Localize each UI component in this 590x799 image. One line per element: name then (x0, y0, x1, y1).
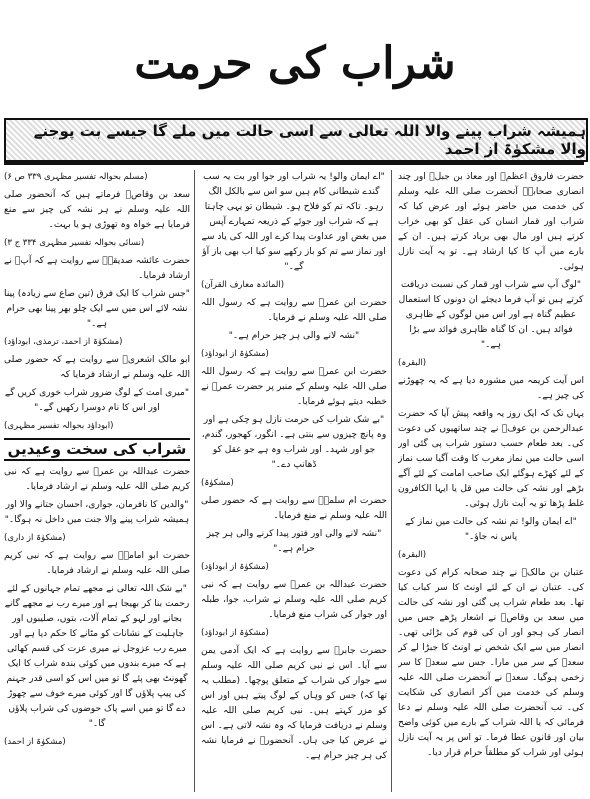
quotation: "بے شک اللہ تعالی نے مجھے تمام جہانوں کے لئے رحمت بنا کر بھیجا ہے اور میرے رب نے مجھے گانے بجانے اور لہو کے تمام آلات، بتوں، صلیبوں اور جاہلیت کے نشانات کو مٹانے کا حکم دیا ہے اور میرے رب عزوجل نے میری عزت کی قسم کھائی ہے کہ میرے بندوں میں کوئی بندہ شراب کا ایک گھونٹ بھی پئے گا تو میں اس کو اسی قدر جہنم کی پیپ پلاؤں گا اور کوئی میرے خوف سے چھوڑ دے گا تو میں اسے پاک حوضوں کی شراب پلاؤں گا۔" (4, 584, 190, 729)
paragraph: یہاں تک کہ ایک روز یہ واقعہ پیش آیا کہ حضرت عبدالرحمن بن عوفؓ نے چند ساتھیوں کی دعوت کی۔ بعد طعام حسب دستور شراب پی گئی اور اسی حالت میں نماز مغرب کا وقت آگیا سب نماز کے لئے کھڑے ہوگئے ایک صاحب امامت کے لئے آگے بڑھے اور نشہ کی حالت میں قل یا ایہا الکافرون غلط پڑھا تو یہ آیت نازل ہوئی۔ (398, 409, 584, 509)
paragraph: حضرت عبداللہ بن عمرؓ سے روایت ہے کہ نبی کریم صلی اللہ علیہ وسلم نے شراب، جوا، طبلہ اور جوار کی شراب منع فرمایا۔ (201, 580, 387, 620)
article-title: شراب کی حرمت (134, 38, 456, 89)
divider-rule (4, 162, 584, 165)
paragraph: سعد بن وقاصؓ فرماتے ہیں کہ آنحضور صلی اللہ علیہ وسلم نے ہر نشہ کی چیز سے منع فرمایا ہے خواہ وہ تھوڑی ہو یا بہت۔ (4, 190, 190, 230)
banner-text: ہمیشہ شراب پینے والا اللہ تعالی سے اسی حالت میں ملے گا جیسے بت پوجنے والا مشکوٰۃ از احمد (33, 122, 586, 158)
article-columns (4, 170, 584, 792)
quotation: "اے ایمان والو! یہ شراب اور جوا اور بت یہ سب گندے شیطانی کام ہیں سو اس سے بالکل الگ رہو۔ تاکہ تم کو فلاح ہو۔ شیطان تو یہی چاہتا ہے کہ شراب اور جوئے کے ذریعہ تمہارے آپس میں بغض اور عداوت پیدا کرے اور اللہ کی یاد سے اور نماز سے تم کو باز رکھے سو کیا اب بھی باز آؤ گے۔" (201, 172, 387, 272)
column-left (4, 170, 195, 792)
paragraph: حضرت ابن عمرؓ سے روایت ہے کہ رسول اللہ صلی اللہ علیہ وسلم نے فرمایا۔ (201, 298, 387, 323)
quotation: "اے ایمان والو! تم نشہ کی حالت میں نماز کے پاس نہ جاؤ۔" (405, 517, 577, 542)
column-right (398, 170, 584, 792)
paragraph: ابو مالک اشعریؓ سے روایت ہے کہ حضور صلی اللہ علیہ وسلم نے ارشاد فرمایا کہ (4, 355, 190, 380)
section-heading: شراب کی سخت وعیدیں (4, 438, 190, 461)
reference: (ابوداؤد بحوالہ تفسیر مظہری) (4, 421, 114, 431)
quotation: "بے شک شراب کی حرمت نازل ہو چکی ہے اور وہ پانچ چیزوں سے بنتی ہے۔ انگور، کھجور، گندم، جو اور شہد۔ اور شراب وہ ہے جو عقل کو ڈھانپ دے۔" (201, 415, 387, 470)
paragraph: حضرت ابن عمرؓ سے روایت ہے کہ رسول اللہ صلی اللہ علیہ وسلم کے منبر پر حضرت عمرؓ نے خطبہ دیتے ہوئے فرمایا۔ (201, 367, 387, 407)
reference: (مشکوٰۃ از احمد) (4, 737, 66, 747)
reference: (مشکوٰۃ از ابوداؤد) (201, 562, 269, 572)
reference: (نسائی بحوالہ تفسیر مظہری ۳۳۴ ج ۳) (4, 238, 145, 248)
quotation: "جس شراب کا ایک فرق (تین صاع سے زیادہ) پینا نشہ لائے اس میں سے ایک چلو بھر پینا بھی حرام ہے۔" (4, 289, 190, 329)
quotation: "نشہ لانے والی ہر چیز حرام ہے۔" (228, 331, 360, 341)
paragraph: حضرت ابو امامہؓ سے روایت ہے کہ نبی کریم صلی اللہ علیہ وسلم نے ارشاد فرمایا۔ (4, 551, 190, 576)
reference: (مشکوٰۃ از داری) (4, 533, 66, 543)
reference: (البقرہ) (398, 550, 427, 560)
column-middle (201, 170, 392, 792)
reference: (مشکوٰۃ) (201, 478, 234, 488)
paragraph: حضرت عائشہ صدیقہؓ سے روایت ہے کہ آپؐ نے ارشاد فرمایا۔ (4, 256, 190, 281)
quotation: "لوگ آپ سے شراب اور قمار کی نسبت دریافت کرتے ہیں تو آپ فرما دیجئے ان دونوں کا استعمال عظیم گناہ ہے اور اس میں لوگوں کے ظاہری فوائد ہیں۔ ان کا گناہ ظاہری فوائد سے بڑا ہے۔" (398, 280, 584, 350)
quotation: "نشہ لانے والی اور فتور پیدا کرنے والی ہر چیز حرام ہے۔" (206, 529, 382, 554)
paragraph: عتبان بن مالکؓ نے چند صحابہ کرام کی دعوت کی۔ عتبان نے ان کے لئے اونٹ کا سر کباب کیا تھا۔ بعد طعام شراب پی گئی اور نشہ کی حالت میں سعد بن وقاصؓ نے اشعار پڑھے جس میں انصار کی ہجو اور ان کی قوم کی بڑائی تھی۔ انصار میں سے ایک شخص نے اونٹ کا جبڑا لے کر سعدؓ کے سر میں مارا۔ جس سے سعدؓ کا سر زخمی ہوگیا۔ سعدؓ نے آنحضرت صلی اللہ علیہ وسلم کی خدمت میں آکر انصاری کی شکایت کی۔ تب آنحضرت صلی اللہ علیہ وسلم نے دعا فرمائی کہ یا اللہ شراب کے بارے میں کوئی واضح بیان اور قانون عطا فرما۔ تو اس پر یہ آیت نازل ہوئی اور شراب کو مطلقاً حرام قرار دیا۔ (398, 568, 584, 758)
paragraph: حضرت ام سلمہؓ سے روایت ہے کہ حضور صلی اللہ علیہ وسلم نے منع فرمایا۔ (201, 496, 387, 521)
reference: (مشکوٰۃ از ابوداؤد) (201, 628, 269, 638)
reference: (البقرہ) (398, 358, 427, 368)
subtitle-banner (4, 118, 588, 162)
paragraph: حضرت فاروق اعظمؓ اور معاذ بن جبلؓ اور چند انصاری صحابہؓ آنحضرت صلی اللہ علیہ وسلم کی خدمت میں حاضر ہوئے اور عرض کیا کہ شراب اور قمار انسان کی عقل کو بھی خراب کرتے ہیں اور مال بھی برباد کرتے ہیں۔ ان کے بارے میں آپ کا کیا ارشاد ہے۔ تو یہ آیت نازل ہوئی۔ (398, 172, 584, 272)
quotation: "میری امت کے لوگ ضرور شراب خوری کریں گے اور اس کا نام دوسرا رکھیں گے۔" (4, 388, 190, 413)
reference: (مشکوٰۃ از ابوداؤد) (201, 349, 269, 359)
reference: (مشکوٰۃ از احمد، ترمذی، ابوداؤد) (4, 337, 123, 347)
quotation: "والدین کا نافرمان، جواری، احسان جتانے والا اور ہمیشہ شراب پینے والا جنت میں داخل نہ ہوگا۔" (4, 500, 190, 525)
paragraph: حضرت جابرؓ سے روایت ہے کہ ایک آدمی یمن سے آیا۔ اس نے نبی کریم صلی اللہ علیہ وسلم سے جوار کی شراب کے متعلق پوچھا۔ (مطلب یہ تھا کہ) جس کو وہاں کے لوگ پیتے ہیں اور اس کو مزر کہتے ہیں۔ نبی کریم صلی اللہ علیہ وسلم نے دریافت فرمایا کہ وہ نشہ لاتی ہے۔ اس نے عرض کیا جی ہاں۔ آنحضورؐ نے فرمایا نشہ کی ہر چیز حرام ہے۔ (201, 646, 387, 761)
paragraph: حضرت عبداللہ بن عمرؓ سے روایت ہے کہ نبی کریم صلی اللہ علیہ وسلم نے ارشاد فرمایا۔ (4, 467, 190, 492)
reference: (المائدہ معارف القرآن) (201, 280, 285, 290)
reference: (مسلم بحوالہ تفسیر مظہری ۳۳۹ ص ۶) (4, 172, 148, 182)
paragraph: اس آیت کریمہ میں مشورہ دیا ہے کہ یہ چھوڑنے کی چیز ہے۔ (398, 376, 584, 401)
